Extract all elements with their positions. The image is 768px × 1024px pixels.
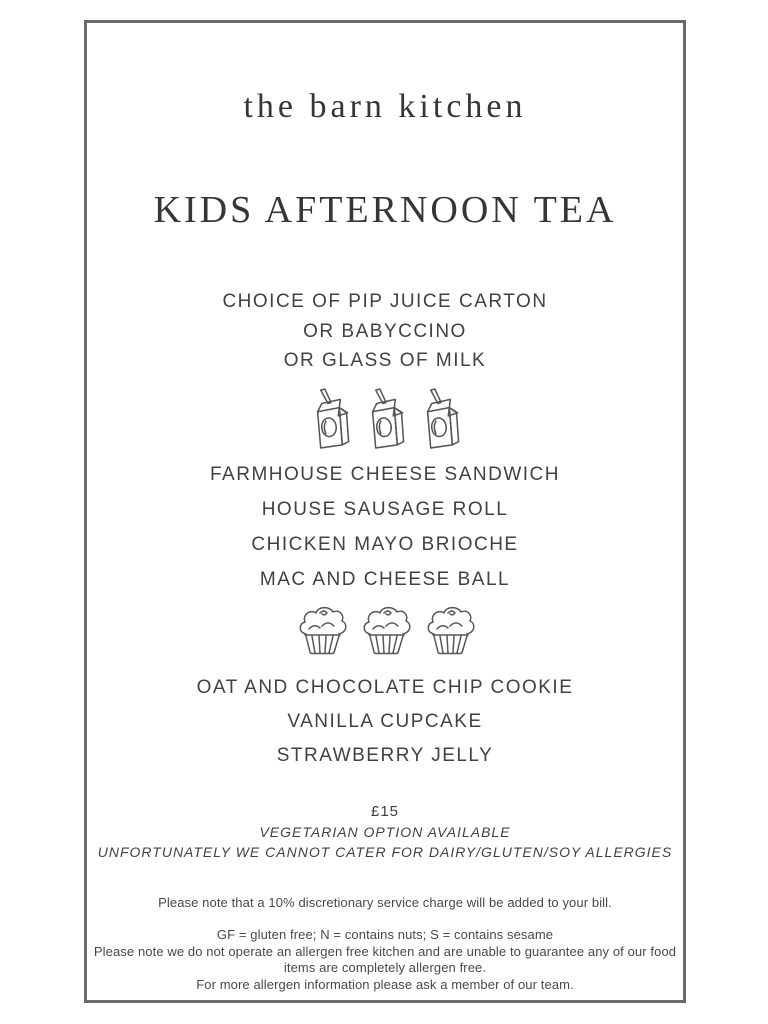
savoury-item: CHICKEN MAYO BRIOCHE xyxy=(251,534,519,555)
sweet-item: VANILLA CUPCAKE xyxy=(287,711,483,732)
service-charge-note: Please note that a 10% discretionary service charge will be added to your bill. xyxy=(158,895,612,910)
drink-option: OR BABYCCINO xyxy=(303,320,467,342)
cupcake-icon xyxy=(359,604,411,656)
drink-option: OR GLASS OF MILK xyxy=(283,350,487,371)
cupcake-icon xyxy=(295,604,347,656)
vegetarian-note: VEGETARIAN OPTION AVAILABLE xyxy=(259,824,511,840)
menu-border-frame xyxy=(84,20,686,1003)
menu-title: KIDS AFTERNOON TEA xyxy=(153,189,617,231)
drinks-section xyxy=(87,287,683,376)
savoury-section xyxy=(87,457,683,597)
sweet-item: OAT AND CHOCOLATE CHIP COOKIE xyxy=(196,677,574,698)
allergen-info-section xyxy=(87,927,683,993)
juice-carton-icon xyxy=(309,388,351,450)
cupcake-icon-row xyxy=(87,604,683,656)
juice-carton-icon xyxy=(419,388,461,450)
savoury-item: MAC AND CHEESE BALL xyxy=(259,569,511,590)
cupcake-icon xyxy=(423,604,475,656)
allergen-key: GF = gluten free; N = contains nuts; S = contains sesame xyxy=(216,927,554,942)
allergen-contact-note: For more allergen information please ask a member of our team. xyxy=(196,976,574,992)
allergy-limitation-note: UNFORTUNATELY WE CANNOT CATER FOR DAIRY/GLUTEN/SOY ALLERGIES xyxy=(97,843,673,860)
savoury-item: FARMHOUSE CHEESE SANDWICH xyxy=(210,464,560,485)
allergen-disclaimer: Please note we do not operate an allergen free kitchen and are unable to guarantee any of our food items are completely allergen free. xyxy=(93,943,677,975)
drink-option: CHOICE OF PIP JUICE CARTON xyxy=(222,291,548,312)
juice-carton-icon xyxy=(364,388,406,450)
price: £15 xyxy=(370,803,400,820)
juice-carton-icon-row xyxy=(87,388,683,450)
dietary-notes xyxy=(87,823,683,862)
savoury-item: HOUSE SAUSAGE ROLL xyxy=(261,499,509,520)
sweet-item: STRAWBERRY JELLY xyxy=(276,745,494,766)
sweet-section xyxy=(87,671,683,773)
restaurant-name: the barn kitchen xyxy=(243,88,527,125)
